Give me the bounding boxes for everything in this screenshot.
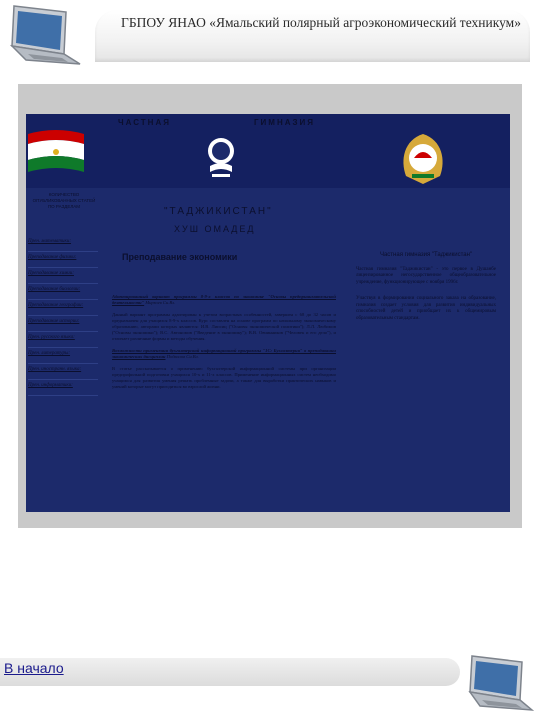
tajikistan-flag-icon bbox=[28, 126, 84, 178]
tajikistan-emblem-icon bbox=[396, 130, 450, 188]
footer-band bbox=[0, 658, 460, 686]
sidebar-list bbox=[28, 236, 98, 396]
page-title: ГБПОУ ЯНАО «Ямальский полярный агроэкономический техникум» bbox=[121, 15, 521, 30]
article-title-link[interactable]: Возможности применения бухгалтерской информационной программы "1С: Бухгалтерия" в преподавании экономических дисциплин bbox=[112, 348, 336, 359]
site-subtitle: ХУШ ОМАДЕД bbox=[174, 224, 256, 234]
about-column bbox=[356, 252, 496, 332]
about-paragraph: Участвуя в формировании социального заказа на образование, гимназия создает условия для развития индивидуальных способностей детей и приобщает их к общемировым образовательным стандартам. bbox=[356, 296, 496, 321]
about-heading: Частная гимназия "Таджикистан" bbox=[379, 252, 473, 258]
article-column bbox=[112, 294, 336, 396]
article-body: Данный вариант программы адаптирован к учетом возрастных особенностей, завершен с 68 до 32 часов и предназначен для учащихся 8-9-х классов. Курс составлен на основе программ по начальному экономическому образованию, авторами которых являются: И.В. Липсиц ("Основы экономической политики"); Л.Л. Любимов ("Основы экономики"); В.С. Автономов ("Введение в экономику"); В.В. Овчинников ("Человек и его дело"), и отличает различные формы и методы обучения. bbox=[112, 312, 336, 341]
sidebar-item[interactable]: Прен. русского языка: bbox=[28, 332, 98, 348]
article-body: В статье рассказывается о применению бухгалтерской информационной системы при организации предпрофильной подготовки учащихся 10-х и 11-х классов. Применение информационных систем необходимо учащимся для развития умения решать проблемные задачи, а также для выработки практических навыков и умений которые могут пригодиться во взрослой жизни. bbox=[112, 366, 336, 389]
back-to-start-link[interactable]: В начало bbox=[4, 660, 64, 676]
sidebar-item[interactable]: Преподавание физики: bbox=[28, 252, 98, 268]
banner-word-right: ГИМНАЗИЯ bbox=[254, 118, 316, 127]
sidebar-item[interactable]: Преподавание биологии: bbox=[28, 284, 98, 300]
article-author: Подвалов Сн.Вл. bbox=[166, 354, 199, 359]
about-paragraph: Частная гимназия "Таджикистан" - это первое в Душанбе лицензированное негосударственное общеобразовательное учреждение, функционирующее с ноября 1996г. bbox=[356, 266, 496, 285]
sidebar-title: КОЛИЧЕСТВО ОПУБЛИКОВАННЫХ СТАТЕЙ ПО РАЗДЕЛАМ bbox=[32, 192, 96, 209]
banner-word-left: ЧАСТНАЯ bbox=[118, 118, 171, 127]
site-name: "ТАДЖИКИСТАН" bbox=[164, 206, 273, 217]
sidebar-item[interactable]: Преподавание химии: bbox=[28, 268, 98, 284]
sidebar-item[interactable]: Прен. информатики: bbox=[28, 380, 98, 396]
sidebar-item[interactable]: Прен. иностранн. языка: bbox=[28, 364, 98, 380]
laptop-icon bbox=[452, 652, 534, 718]
laptop-icon bbox=[4, 2, 84, 78]
article-author: Мирзоев Сн.Вл. bbox=[145, 300, 176, 305]
gymnasium-logo-icon bbox=[204, 136, 238, 180]
website-screenshot bbox=[26, 114, 510, 512]
sidebar-item[interactable]: Прен. математики: bbox=[28, 236, 98, 252]
sidebar-item[interactable]: Преподавание географии: bbox=[28, 300, 98, 316]
sidebar-item[interactable]: Прен. литературы: bbox=[28, 348, 98, 364]
section-heading: Преподавание экономики bbox=[122, 252, 238, 262]
sidebar-item[interactable]: Преподавание истории: bbox=[28, 316, 98, 332]
article-title-link[interactable]: Адаптированный вариант программы 8-9-х классов по экономике "Основы предпринимательской деятельности" bbox=[112, 294, 336, 305]
